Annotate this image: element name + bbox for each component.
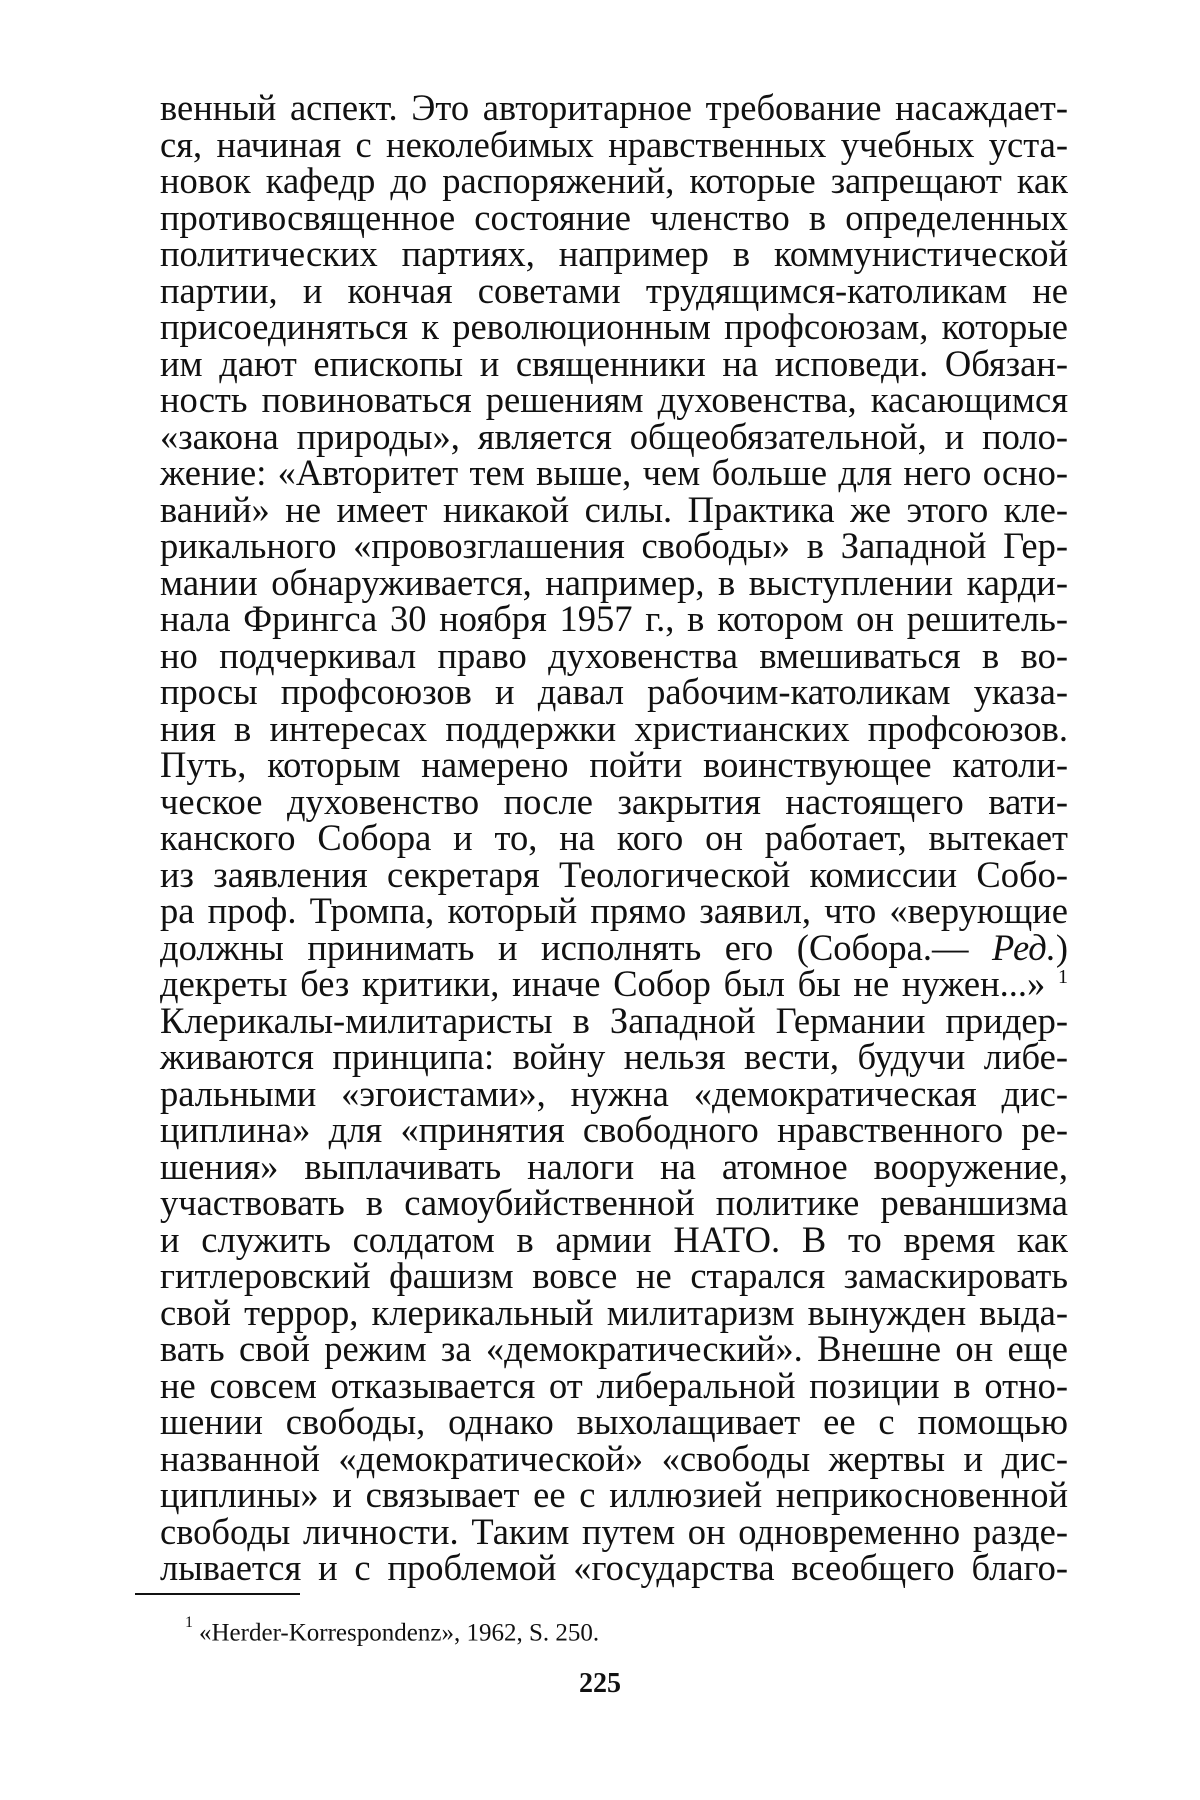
text-line [160, 671, 1068, 712]
text-line [160, 744, 1068, 785]
text-line-content: жение: «Авторитет тем выше, чем больше для него осно- [160, 452, 1068, 493]
text-line-content: не совсем отказывается от либеральной позиции в отно- [160, 1364, 1068, 1406]
text-fragment: ) [1055, 926, 1068, 968]
text-line [160, 1109, 1068, 1150]
page-body [160, 87, 1068, 1588]
text-line-content: ся, начиная с неколебимых нравственных учебных уста- [160, 123, 1068, 165]
text-line [160, 598, 1068, 639]
text-line-content: вать свой режим за «демократический». Внешне он еще [160, 1328, 1068, 1369]
text-line [160, 707, 1068, 749]
text-line-content: шении свободы, однако выхолащивает ее с помощью [160, 1401, 1068, 1442]
text-line [160, 1364, 1068, 1406]
text-line [160, 853, 1068, 895]
text-line-content: ральными «эгоистами», нужна «демократическая дис- [160, 1072, 1068, 1114]
text-line-content: но подчеркивал право духовенства вмешиваться в во- [160, 634, 1068, 676]
text-line-content: нала Фрингса 30 ноября 1957 г., в котором он решитель- [160, 598, 1068, 639]
footnote-separator [135, 1593, 300, 1595]
text-line-content: им дают епископы и священники на исповеди. Обязан- [160, 342, 1068, 384]
footnote-reference: 1 [1058, 965, 1068, 988]
text-line [160, 196, 1068, 238]
text-line-content: и служить солдатом в армии НАТО. В то время как [160, 1218, 1068, 1260]
text-line [160, 379, 1068, 420]
text-line-content: новок кафедр до распоряжений, которые запрещают как [160, 160, 1068, 201]
text-line-content: противосвященное состояние членство в определенных [160, 196, 1068, 238]
text-line [160, 1145, 1068, 1187]
text-line-content: партии, и кончая советами трудящимся-католикам не [160, 269, 1068, 311]
text-line [160, 1182, 1068, 1223]
text-line [160, 1437, 1068, 1479]
text-line-content: просы профсоюзов и давал рабочим-католикам указа- [160, 671, 1068, 712]
text-line-content: ческое духовенство после закрытия настоящего вати- [160, 780, 1068, 822]
text-line-content: Клерикалы-милитаристы в Западной Германии придер- [160, 999, 1068, 1041]
editor-note: Ред. [991, 926, 1056, 968]
text-line-content: присоединяться к революционным профсоюзам, которые [160, 306, 1068, 347]
text-line-content: ваний» не имеет никакой силы. Практика же этого кле- [160, 488, 1068, 530]
text-line [160, 1255, 1068, 1296]
text-line-content: лывается и с проблемой «государства всеобщего благо- [160, 1547, 1068, 1588]
text-line [160, 561, 1068, 603]
text-line [160, 1072, 1068, 1114]
text-line [160, 452, 1068, 493]
text-line [160, 1510, 1068, 1552]
text-line-content: ния в интересах поддержки христианских профсоюзов. [160, 707, 1068, 749]
text-line-content: шения» выплачивать налоги на атомное вооружение, [160, 1145, 1068, 1187]
text-line-content: свободы личности. Таким путем он одновременно разде- [160, 1510, 1068, 1552]
text-line [160, 817, 1068, 858]
text-line-content: участвовать в самоубийственной политике реваншизма [160, 1182, 1068, 1223]
text-line-content: циплины» и связывает ее с иллюзией неприкосновенной [160, 1474, 1068, 1515]
text-line-content: рикального «провозглашения свободы» в Западной Гер- [160, 525, 1068, 566]
text-line [160, 999, 1068, 1041]
text-line [160, 233, 1068, 274]
text-line [160, 525, 1068, 566]
text-line [160, 87, 1068, 128]
text-line [160, 1036, 1068, 1077]
page-number: 225 [579, 1668, 621, 1699]
text-line-content: из заявления секретаря Теологической комиссии Собо- [160, 853, 1068, 895]
text-line [160, 488, 1068, 530]
text-line-content: гитлеровский фашизм вовсе не старался замаскировать [160, 1255, 1068, 1296]
text-line [160, 306, 1068, 347]
text-line [160, 1474, 1068, 1515]
text-line [160, 123, 1068, 165]
text-line [160, 926, 1068, 968]
text-line [160, 780, 1068, 822]
text-line-content: «закона природы», является общеобязательной, и поло- [160, 415, 1068, 457]
text-line [160, 342, 1068, 384]
text-line-content: Путь, которым намерено пойти воинствующее католи- [160, 744, 1068, 785]
text-line-content: канского Собора и то, на кого он работает, вытекает [160, 817, 1068, 858]
footnote-marker: 1 [185, 1614, 193, 1631]
text-line [160, 963, 1068, 1004]
text-line-content: декреты без критики, иначе Собор был бы не нужен...» [160, 963, 1058, 1004]
text-line [160, 1218, 1068, 1260]
text-line-content: политических партиях, например в коммунистической [160, 233, 1068, 274]
text-line [160, 415, 1068, 457]
footnote-text: «Herder-Korrespondenz», 1962, S. 250. [199, 1619, 600, 1647]
text-line-content: ность повиноваться решениям духовенства, касающимся [160, 379, 1068, 420]
text-line-content: циплина» для «принятия свободного нравственного ре- [160, 1109, 1068, 1150]
text-line-content: живаются принципа: войну нельзя вести, будучи либе- [160, 1036, 1068, 1077]
text-line-content: мании обнаруживается, например, в выступлении карди- [160, 561, 1068, 603]
text-line-content: ра проф. Тромпа, который прямо заявил, что «верующие [160, 890, 1068, 931]
text-line [160, 160, 1068, 201]
text-line [160, 269, 1068, 311]
text-line [160, 1291, 1068, 1333]
text-line-content: должны принимать и исполнять его (Собора.— [160, 926, 992, 968]
text-line [160, 890, 1068, 931]
text-line-content: названной «демократической» «свободы жертвы и дис- [160, 1437, 1068, 1479]
text-line-content: свой террор, клерикальный милитаризм вынужден выда- [160, 1291, 1068, 1333]
text-line [160, 1401, 1068, 1442]
text-line-content: венный аспект. Это авторитарное требование насаждает- [160, 87, 1068, 128]
text-line [160, 1328, 1068, 1369]
text-line [160, 634, 1068, 676]
footnote [185, 1614, 600, 1647]
text-line [160, 1547, 1068, 1588]
